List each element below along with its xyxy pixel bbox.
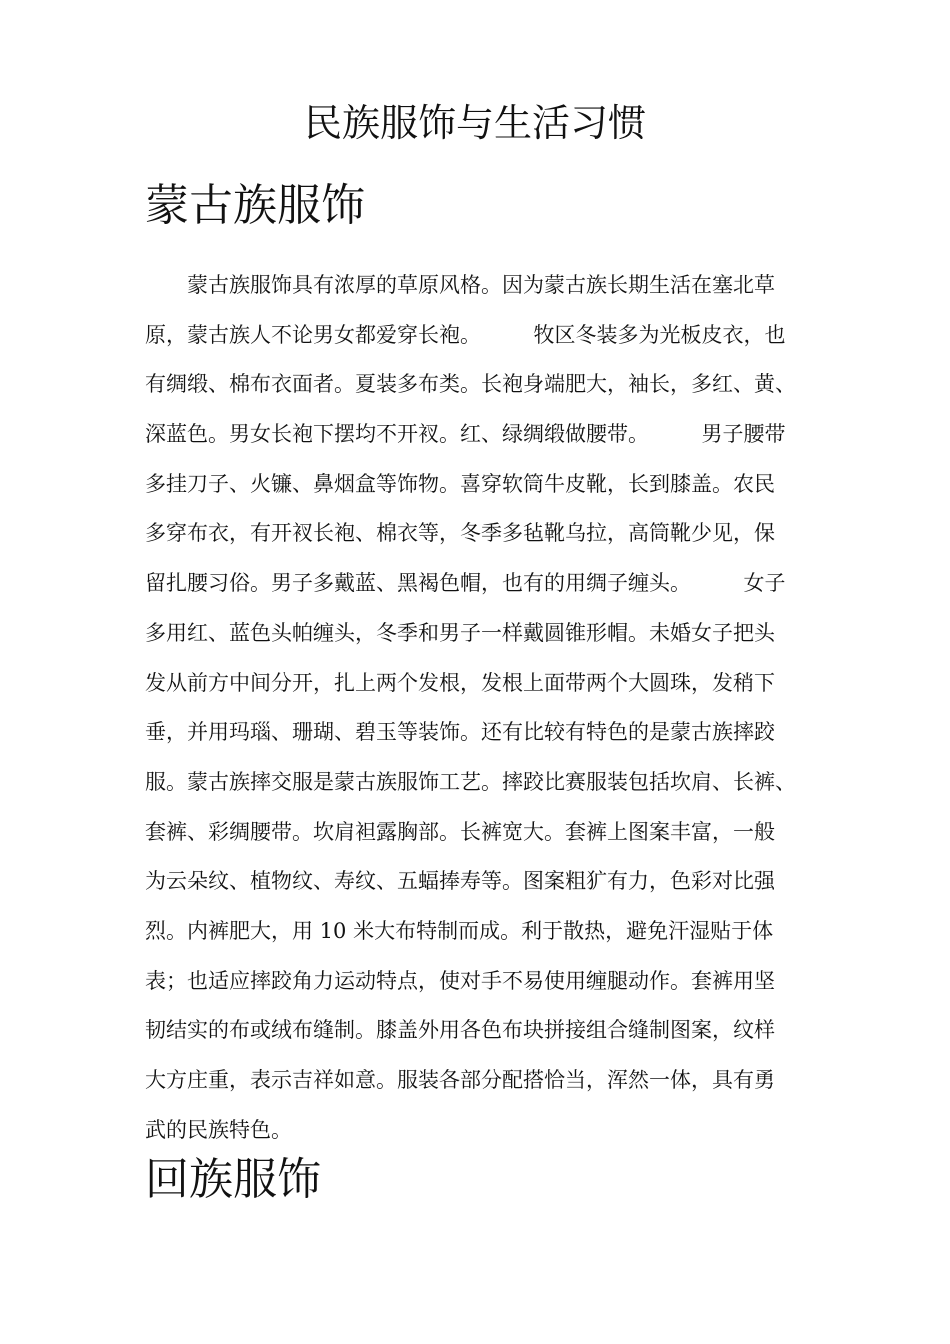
paragraph-line: 烈。内裤肥大，用 10 米大布特制而成。利于散热，避免汗湿贴于体 [145, 918, 774, 943]
paragraph-line: 有绸缎、棉布衣面者。夏装多布类。长袍身端肥大，袖长，多红、黄、 [145, 372, 796, 397]
document-title: 民族服饰与生活习惯 [303, 101, 646, 145]
paragraph-line: 为云朵纹、植物纹、寿纹、五蝠捧寿等。图案粗犷有力，色彩对比强 [145, 869, 775, 894]
paragraph-line: 蒙古族服饰具有浓厚的草原风格。因为蒙古族长期生活在塞北草 [145, 273, 775, 297]
paragraph-line: 发从前方中间分开，扎上两个发根，发根上面带两个大圆珠，发稍下 [145, 670, 775, 695]
paragraph-line: 武的民族特色。 [145, 1117, 292, 1142]
paragraph-line: 韧结实的布或绒布缝制。膝盖外用各色布块拼接组合缝制图案，纹样 [145, 1018, 775, 1043]
paragraph-line: 服。蒙古族摔交服是蒙古族服饰工艺。摔跤比赛服装包括坎肩、长裤、 [145, 769, 796, 794]
paragraph-line: 原，蒙古族人不论男女都爱穿长袍。 牧区冬装多为光板皮衣，也 [145, 322, 786, 347]
section-heading-mongolian: 蒙古族服饰 [145, 180, 365, 231]
paragraph-line: 深蓝色。男女长袍下摆均不开衩。红、绿绸缎做腰带。 男子腰带 [145, 422, 786, 447]
paragraph-line: 垂，并用玛瑙、珊瑚、碧玉等装饰。还有比较有特色的是蒙古族摔跤 [145, 720, 775, 745]
paragraph-line: 大方庄重，表示吉祥如意。服装各部分配搭恰当，浑然一体，具有勇 [145, 1068, 775, 1092]
paragraph-line: 多挂刀子、火镰、鼻烟盒等饰物。喜穿软筒牛皮靴，长到膝盖。农民 [145, 471, 775, 496]
section-body-mongolian [145, 261, 810, 1155]
paragraph-line: 表；也适应摔跤角力运动特点，使对手不易使用缠腿动作。套裤用坚 [145, 968, 775, 993]
paragraph-line: 套裤、彩绸腰带。坎肩袒露胸部。长裤宽大。套裤上图案丰富，一般 [145, 819, 775, 844]
paragraph-line: 留扎腰习俗。男子多戴蓝、黑褐色帽，也有的用绸子缠头。 女子 [145, 571, 786, 596]
paragraph-line: 多穿布衣，有开衩长袍、棉衣等，冬季多毡靴乌拉，高筒靴少见，保 [145, 521, 775, 546]
paragraph-line: 多用红、蓝色头帕缠头，冬季和男子一样戴圆锥形帽。未婚女子把头 [145, 620, 775, 645]
section-heading-hui: 回族服饰 [145, 1154, 321, 1205]
